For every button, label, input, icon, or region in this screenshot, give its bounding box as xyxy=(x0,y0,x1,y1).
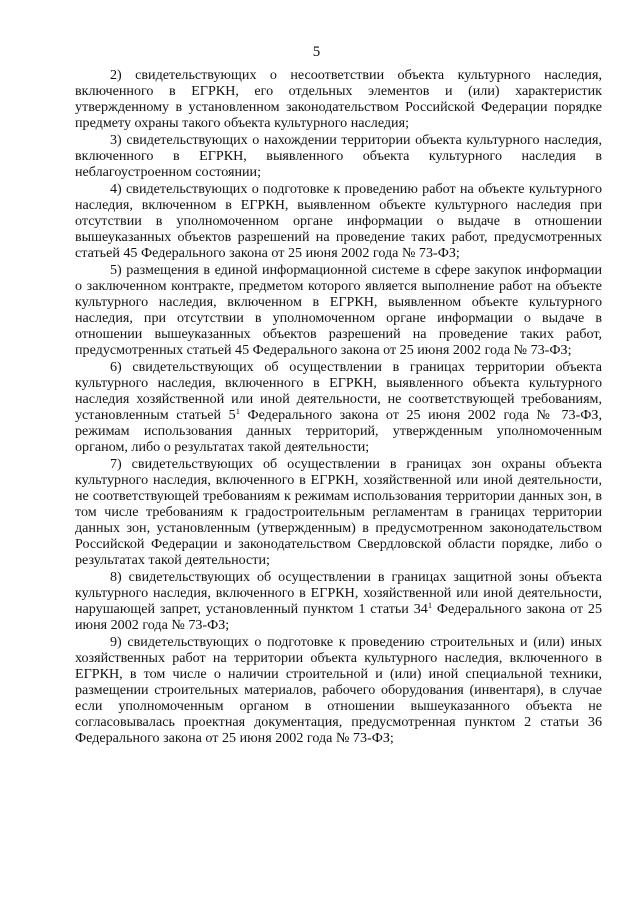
list-item-6-text-before: 6) свидетельствующих об осуществлении в границах территории объекта культурного наследия, включенного в ЕГРКН, выявленного объекта культурного наследия хозяйственной или иной деятельности, не соответствующей требованиям, установленным статьей 5 xyxy=(75,358,602,423)
list-item-3: 3) свидетельствующих о нахождении территории объекта культурного наследия, включенного в ЕГРКН, выявленного объекта культурного наследия в неблагоустроенном состоянии; xyxy=(75,131,602,181)
document-body xyxy=(75,67,602,747)
superscript-1: 1 xyxy=(427,600,433,611)
list-item-2: 2) свидетельствующих о несоответствии объекта культурного наследия, включенного в ЕГРКН, его отдельных элементов и (или) характеристик утвержденному в установленном законодательством Российской Федерации порядке предмету охраны такого объекта культурного наследия; xyxy=(75,67,602,132)
superscript-1: 1 xyxy=(235,405,240,416)
list-item-7: 7) свидетельствующих об осуществлении в границах зон охраны объекта культурного наследия, включенного в ЕГРКН, хозяйственной или иной деятельности, не соответствующей требованиям к режимам использования территории данных зон, в том числе требованиям к градостроительным регламентам в границах территории данных зон, установленным (утвержденным) в предусмотренном законодательством Российской Федерации и законодательством Свердловской области порядке, либо о результатах такой деятельности; xyxy=(75,455,602,569)
list-item-6-text-after: Федерального закона от 25 июня 2002 года № 73-ФЗ, режимам использования данных территорий, утвержденным уполномоченным органом, либо о результатах такой деятельности; xyxy=(75,406,602,456)
list-item-8-text-before: 8) свидетельствующих об осуществлении в границах защитной зоны объекта культурного наследия, включенного в ЕГРКН, хозяйственной или иной деятельности, нарушающей запрет, установленный пунктом 1 статьи 34 xyxy=(75,568,602,618)
list-item-9: 9) свидетельствующих о подготовке к проведению строительных и (или) иных хозяйственных работ на территории объекта культурного наследия, включенного в ЕГРКН, в том числе о наличии строительной и (или) иной специальной техники, размещении строительных материалов, рабочего оборудования (инвентаря), в случае если уполномоченным органом в отношении вышеуказанного объекта не согласовывалась проектная документация, предусмотренная пунктом 2 статьи 36 Федерального закона от 25 июня 2002 года № 73-ФЗ; xyxy=(75,633,602,747)
list-item-8 xyxy=(75,569,602,633)
list-item-8-text-after: Федерального закона от 25 июня 2002 года № 73-ФЗ; xyxy=(75,601,603,634)
page-number: 5 xyxy=(312,44,321,60)
list-item-4: 4) свидетельствующих о подготовке к проведению работ на объекте культурного наследия, включенном в ЕГРКН, выявленном объекте культурного наследия при отсутствии в уполномоченном органе информации о выдаче в отношении вышеуказанных объектов разрешений на проведение таких работ, предусмотренных статьей 45 Федерального закона от 25 июня 2002 года № 73-ФЗ; xyxy=(75,180,602,262)
list-item-6 xyxy=(75,359,602,456)
list-item-5: 5) размещения в единой информационной системе в сфере закупок информации о заключенном контракте, предметом которого является выполнение работ на объекте культурного наследия, включенном в ЕГРКН, выявленном объекте культурного наследия, при отсутствии в уполномоченном органе информации о выдаче в отношении вышеуказанных объектов разрешений на проведение таких работ, предусмотренных статьей 45 Федерального закона от 25 июня 2002 года № 73-ФЗ; xyxy=(75,261,602,359)
